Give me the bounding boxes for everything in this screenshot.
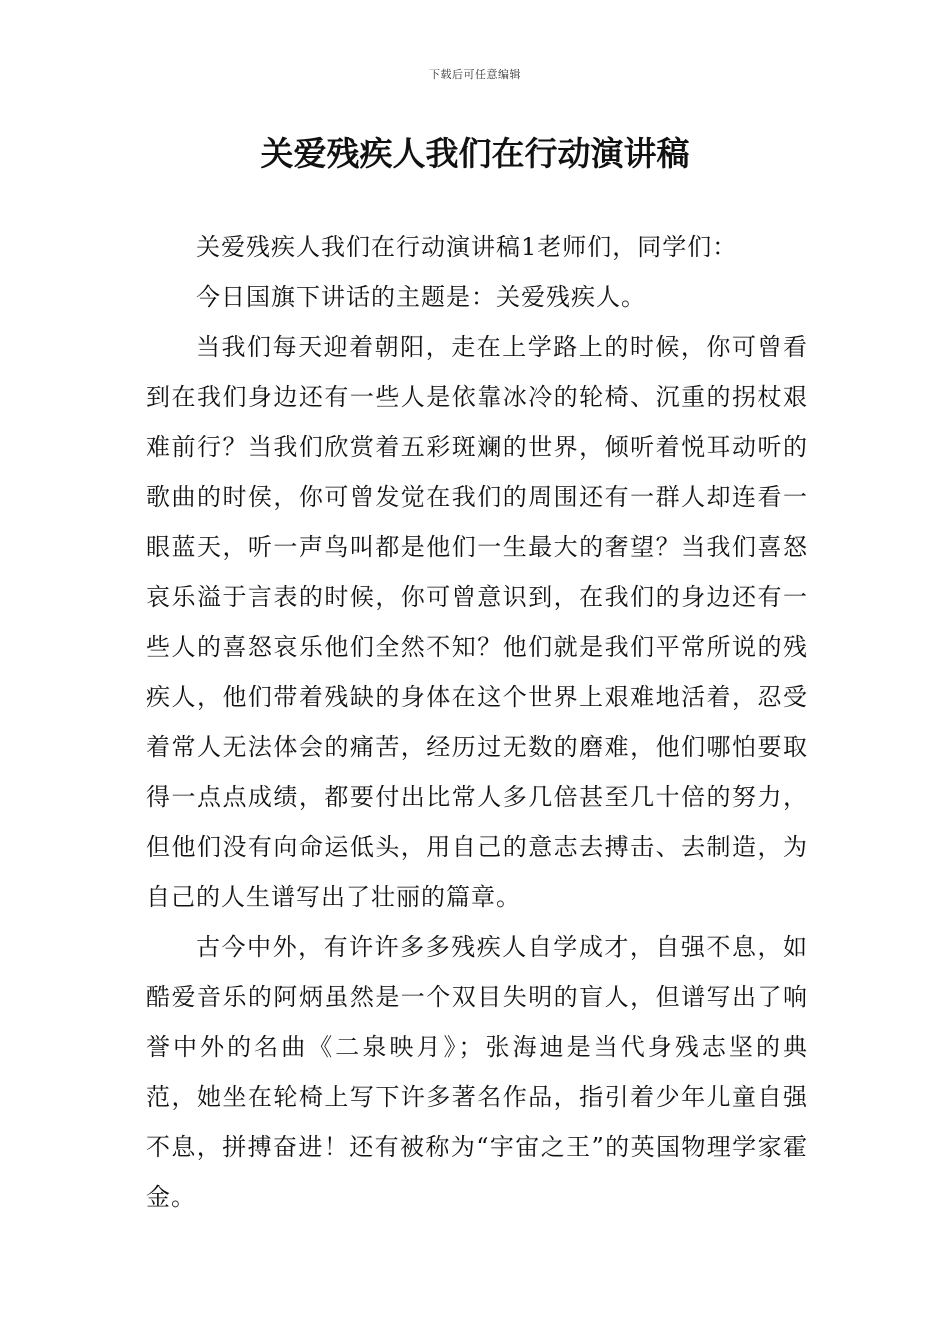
document-body (146, 222, 808, 1222)
paragraph-greeting: 关爱残疾人我们在行动演讲稿1老师们，同学们： (196, 233, 738, 261)
header-note: 下载后可任意编辑 (429, 68, 521, 81)
paragraph-examples: 古今中外，有许许多多残疾人自学成才，自强不息，如酷爱音乐的阿炳虽然是一个双目失明的盲人，但谱写出了响誉中外的名曲《二泉映月》；张海迪是当代身残志坚的典范，她坐在轮椅上写下许多著名作品，指引着少年儿童自强不息，拼搏奋进！还有被称为“宇宙之王”的英国物理学家霍金。 (146, 933, 808, 1211)
paragraph-topic: 今日国旗下讲话的主题是：关爱残疾人。 (196, 283, 646, 311)
document-title: 关爱残疾人我们在行动演讲稿 (260, 134, 690, 173)
paragraph-main: 当我们每天迎着朝阳，走在上学路上的时候，你可曾看到在我们身边还有一些人是依靠冰冷的轮椅、沉重的拐杖艰难前行？当我们欣赏着五彩斑斓的世界，倾听着悦耳动听的歌曲的时侯，你可曾发觉在我们的周围还有一群人却连看一眼蓝天，听一声鸟叫都是他们一生最大的奢望？当我们喜怒哀乐溢于言表的时候，你可曾意识到，在我们的身边还有一些人的喜怒哀乐他们全然不知？他们就是我们平常所说的残疾人，他们带着残缺的身体在这个世界上艰难地活着，忍受着常人无法体会的痛苦，经历过无数的磨难，他们哪怕要取得一点点成绩，都要付出比常人多几倍甚至几十倍的努力，但他们没有向命运低头，用自己的意志去搏击、去制造，为自己的人生谱写出了壮丽的篇章。 (146, 333, 808, 911)
